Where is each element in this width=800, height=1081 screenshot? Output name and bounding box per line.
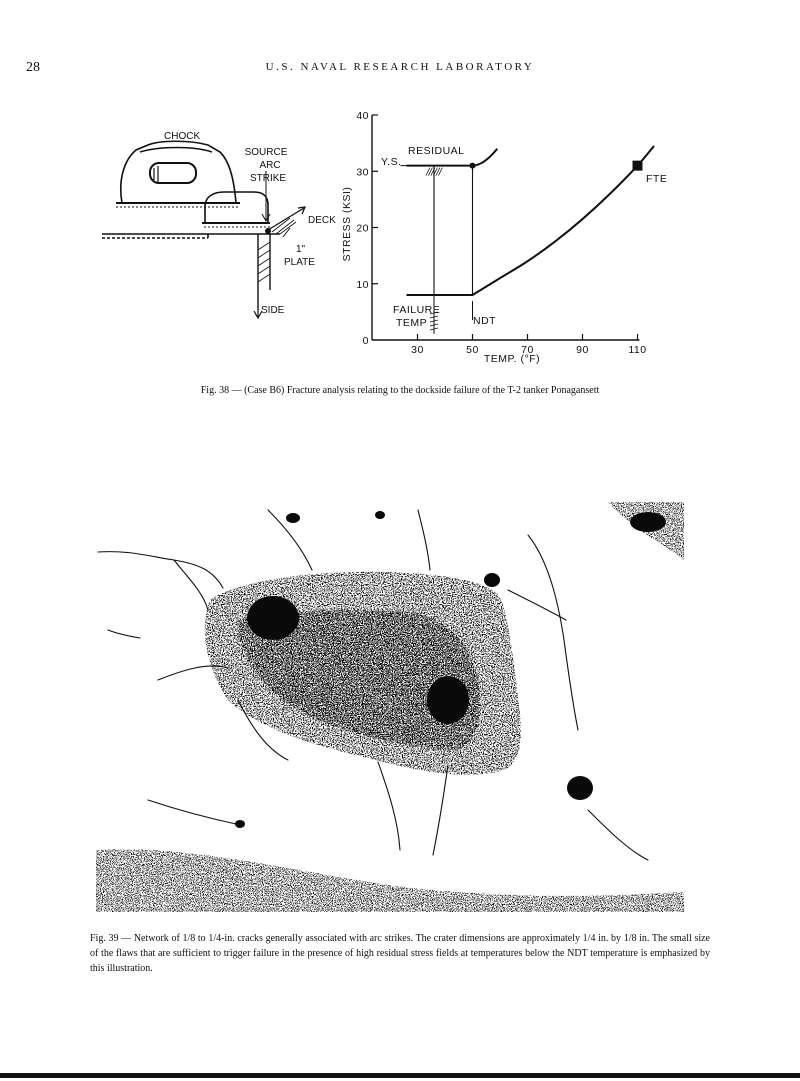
label-arc: ARC <box>259 160 281 171</box>
figure-39-caption: Fig. 39 — Network of 1/8 to 1/4-in. cracks generally associated with arc strikes. The crater dimensions are approximately 1/4 in. by 1/8 in. The small size of the flaws that are sufficient to trigger failure in the presence of high residual stress fields at temperatures below the NDT temperature is emphasized by this illustration. <box>90 933 710 974</box>
x-tick-label: 110 <box>628 344 647 356</box>
arc-strike-mark <box>265 228 271 234</box>
hatched-plate <box>258 218 296 282</box>
label-chock: CHOCK <box>164 131 201 142</box>
y-tick-label: 0 <box>362 335 369 347</box>
x-tick-label: 30 <box>411 344 424 356</box>
figure-38 <box>90 100 690 375</box>
y-tick-label: 20 <box>356 222 369 235</box>
annotation-ys: Y.S. <box>381 156 402 168</box>
fte-marker <box>633 161 643 171</box>
x-tick-label: 70 <box>521 344 534 356</box>
y-tick-label: 30 <box>356 166 369 179</box>
bottom-rule <box>0 1073 800 1078</box>
fte-curve <box>407 146 655 295</box>
running-header: U.S. NAVAL RESEARCH LABORATORY <box>265 61 535 73</box>
label-strike: STRIKE <box>249 173 287 184</box>
annotation-failure: FAILURE <box>393 304 441 316</box>
label-source: SOURCE <box>244 147 288 158</box>
annotation-residual: RESIDUAL <box>408 145 465 157</box>
figure-39-photo <box>88 500 688 912</box>
annotation-ndt: NDT <box>473 315 497 327</box>
label-side: SIDE <box>261 305 285 316</box>
speckled-crater-region <box>96 502 684 912</box>
label-plate-size: 1" <box>296 244 306 255</box>
annotation-fte: FTE <box>646 173 668 185</box>
y-axis-label: STRESS (KSI) <box>341 186 353 262</box>
x-tick-label: 50 <box>466 344 479 356</box>
figure-38-caption: Fig. 38 — (Case B6) Fracture analysis relating to the dockside failure of the T-2 tanker Ponagansett <box>200 385 600 396</box>
y-tick-label: 40 <box>356 110 369 122</box>
label-plate: PLATE <box>284 257 315 268</box>
residual-point <box>470 163 476 169</box>
x-axis-label: TEMP. (°F) <box>483 353 541 365</box>
annotation-temp: TEMP <box>396 317 428 329</box>
page-number: 28 <box>26 60 40 75</box>
label-deck: DECK <box>308 215 336 226</box>
y-tick-label: 10 <box>356 278 369 291</box>
x-tick-label: 90 <box>576 344 589 356</box>
stress-temperature-chart <box>341 110 667 365</box>
